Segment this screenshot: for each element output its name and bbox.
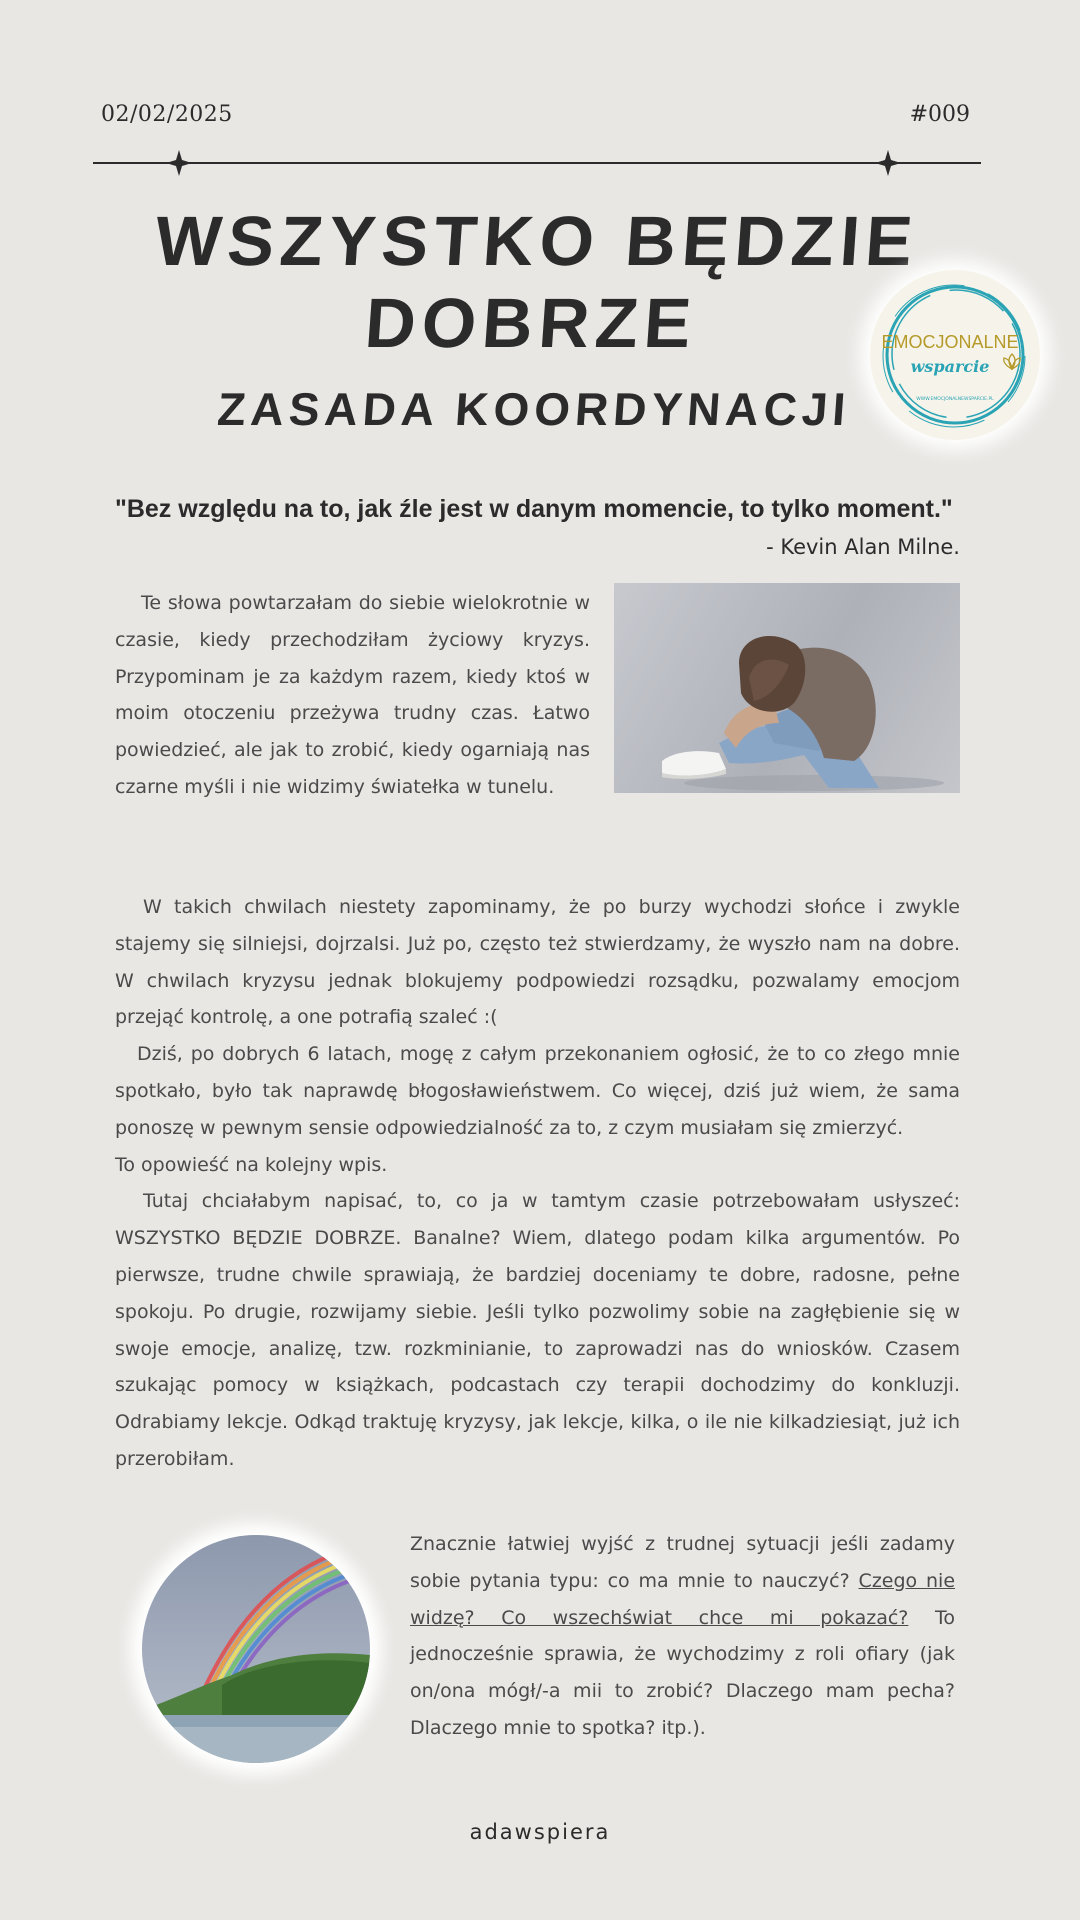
quote-author: - Kevin Alan Milne.	[766, 535, 960, 559]
header-divider	[93, 162, 981, 164]
issue-number: #009	[909, 102, 970, 127]
page-subtitle: ZASADA KOORDYNACJI	[215, 383, 853, 435]
logo-text-line2: wsparcie	[910, 357, 990, 376]
rainbow-photo	[142, 1535, 370, 1763]
sad-woman-photo	[614, 583, 960, 793]
body-paragraph: Dziś, po dobrych 6 latach, mogę z całym przekonaniem ogłosić, że to co złego mnie spotkało, było tak naprawdę błogosławieństwem. Co więcej, dziś już wiem, że sama ponoszę w pewnym sensie odpowiedzialność za to, z czym musiałam się zmierzyć.	[115, 1043, 960, 1139]
closing-text-c: To jednocześnie sprawia, że wychodzimy z roli ofiary (jak on/ona mógł/-a mii to zrobić? Dlaczego mam pecha? Dlaczego mnie to spotka? itp.).	[410, 1606, 956, 1739]
quote-text: "Bez względu na to, jak źle jest w danym momencie, to tylko moment."	[115, 495, 953, 523]
closing-text-a: Znacznie łatwiej wyjść z trudnej sytuacji jeśli zadamy sobie pytania typu: co ma mnie to nauczyć?	[410, 1533, 955, 1592]
page-title: WSZYSTKO BĘDZIE DOBRZE	[152, 202, 921, 362]
body-paragraph: Tutaj chciałabym napisać, to, co ja w tamtym czasie potrzebowałam usłyszeć: WSZYSTKO BĘDZIE DOBRZE. Banalne? Wiem, dlatego podam kilka argumentów. Po pierwsze, trudne chwile sprawiają, że bardziej doceniamy te dobre, radosne, pełne spokoju. Po drugie, rozwijamy siebie. Jeśli tylko pozwolimy sobie na zagłębienie się w swoje emocje, analizę, tzw. rozkminianie, to zaprowadzi nas do wniosków. Czasem szukając pomocy w książkach, podcastach czy terapii dochodzimy do konkluzji. Odrabiamy lekcje. Odkąd traktuję kryzysy, jak lekcje, kilka, o ile nie kilkadziesiąt, już ich przerobiłam.	[115, 1190, 960, 1470]
intro-paragraph: Te słowa powtarzałam do siebie wielokrotnie w czasie, kiedy przechodziłam życiowy kryzys. Przypominam je za każdym razem, kiedy ktoś w moim otoczeniu przeżywa trudny czas. Łatwo powiedzieć, ale jak to zrobić, kiedy ogarniają nas czarne myśli i nie widzimy światełka w tunelu.	[115, 592, 590, 798]
body-paragraph: W takich chwilach niestety zapominamy, że po burzy wychodzi słońce i zwykle stajemy się silniejsi, dojrzalsi. Już po, często też stwierdzamy, że wyszło nam na dobre. W chwilach kryzysu jednak blokujemy podpowiedzi rozsądku, pozwalamy emocjom przejąć kontrolę, a one potrafią szaleć :(	[115, 896, 960, 1029]
body-paragraph: To opowieść na kolejny wpis.	[115, 1153, 388, 1176]
sparkle-icon	[875, 150, 901, 176]
logo-url: WWW.EMOCJONALNEWSPARCIE.PL	[916, 397, 994, 402]
article-body	[115, 889, 960, 1478]
logo-text-line1: EMOCJONALNE	[881, 332, 1019, 352]
closing-paragraph	[410, 1526, 955, 1747]
emocjonalne-wsparcie-logo	[870, 270, 1040, 440]
closing-text-underlined: Czego nie widzę? Co wszechświat chce mi pokazać?	[410, 1569, 956, 1629]
sparkle-icon	[166, 150, 192, 176]
issue-date: 02/02/2025	[101, 102, 233, 127]
lotus-icon	[1004, 354, 1020, 369]
author-handle: adawspiera	[469, 1820, 611, 1844]
